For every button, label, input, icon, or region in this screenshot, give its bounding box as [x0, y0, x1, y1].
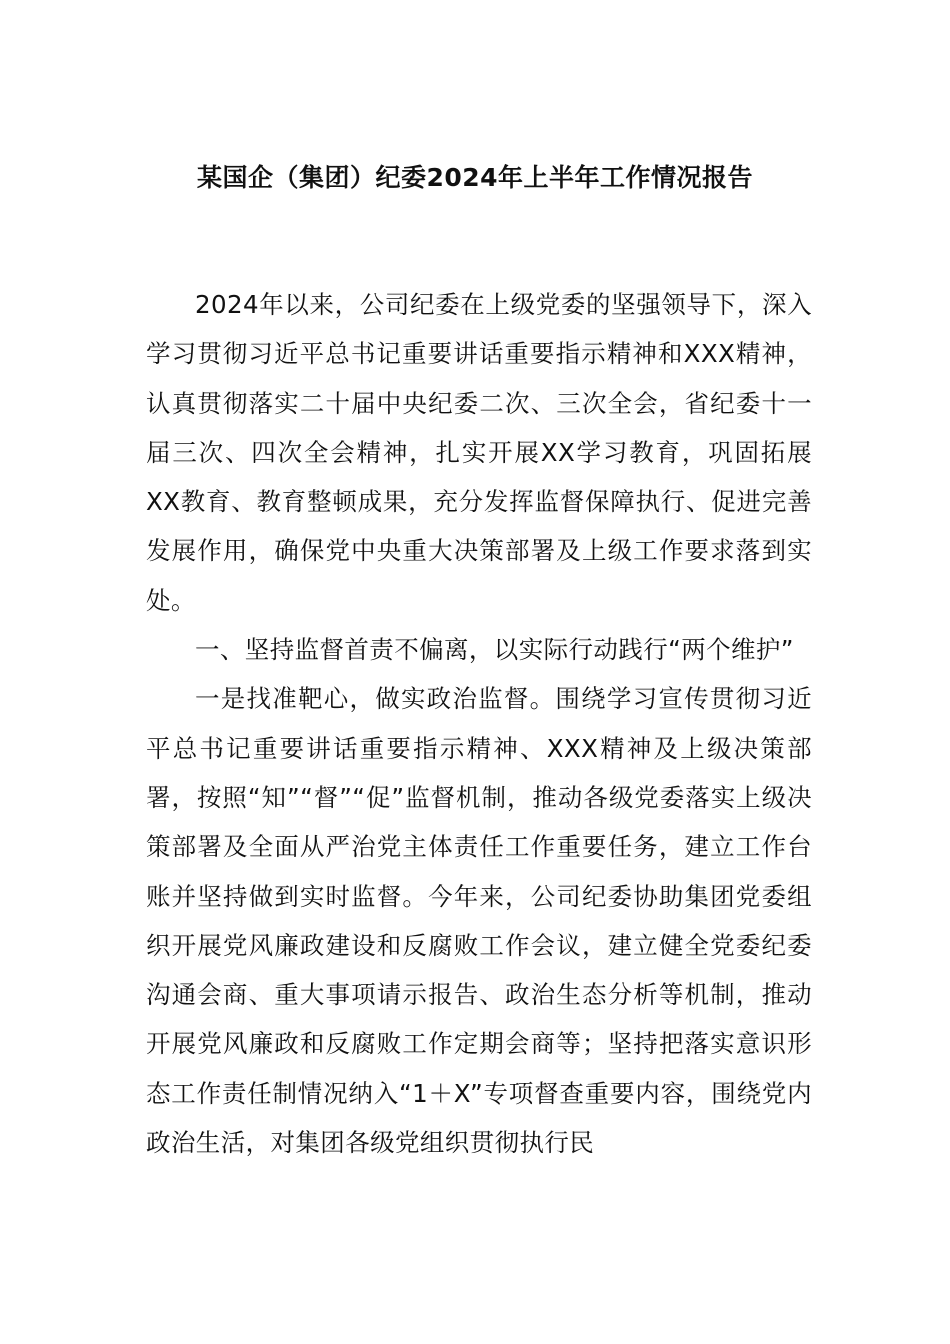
section-heading-1: 一、坚持监督首责不偏离，以实际行动践行“两个维护”: [195, 635, 794, 665]
paragraph-intro: 2024年以来，公司纪委在上级党委的坚强领导下，深入学习贯彻习近平总书记重要讲话重要指示精神和XXX精神，认真贯彻落实二十届中央纪委二次、三次全会，省纪委十一届三次、四次全会精神，扎实开展XX学习教育，巩固拓展XX教育、教育整顿成果，充分发挥监督保障执行、促进完善发展作用，确保党中央重大决策部署及上级工作要求落到实处。: [146, 290, 812, 615]
paragraph-political-supervision: 一是找准靶心，做实政治监督。围绕学习宣传贯彻习近平总书记重要讲话重要指示精神、XXX精神及上级决策部署，按照“知”“督”“促”监督机制，推动各级党委落实上级决策部署及全面从严治党主体责任工作重要任务，建立工作台账并坚持做到实时监督。今年来，公司纪委协助集团党委组织开展党风廉政建设和反腐败工作会议，建立健全党委纪委沟通会商、重大事项请示报告、政治生态分析等机制，推动开展党风廉政和反腐败工作定期会商等；坚持把落实意识形态工作责任制情况纳入“1＋X”专项督查重要内容，围绕党内政治生活，对集团各级党组织贯彻执行民: [146, 684, 812, 1158]
document-title: 某国企（集团）纪委2024年上半年工作情况报告: [196, 163, 754, 192]
document-body: [146, 280, 812, 1167]
